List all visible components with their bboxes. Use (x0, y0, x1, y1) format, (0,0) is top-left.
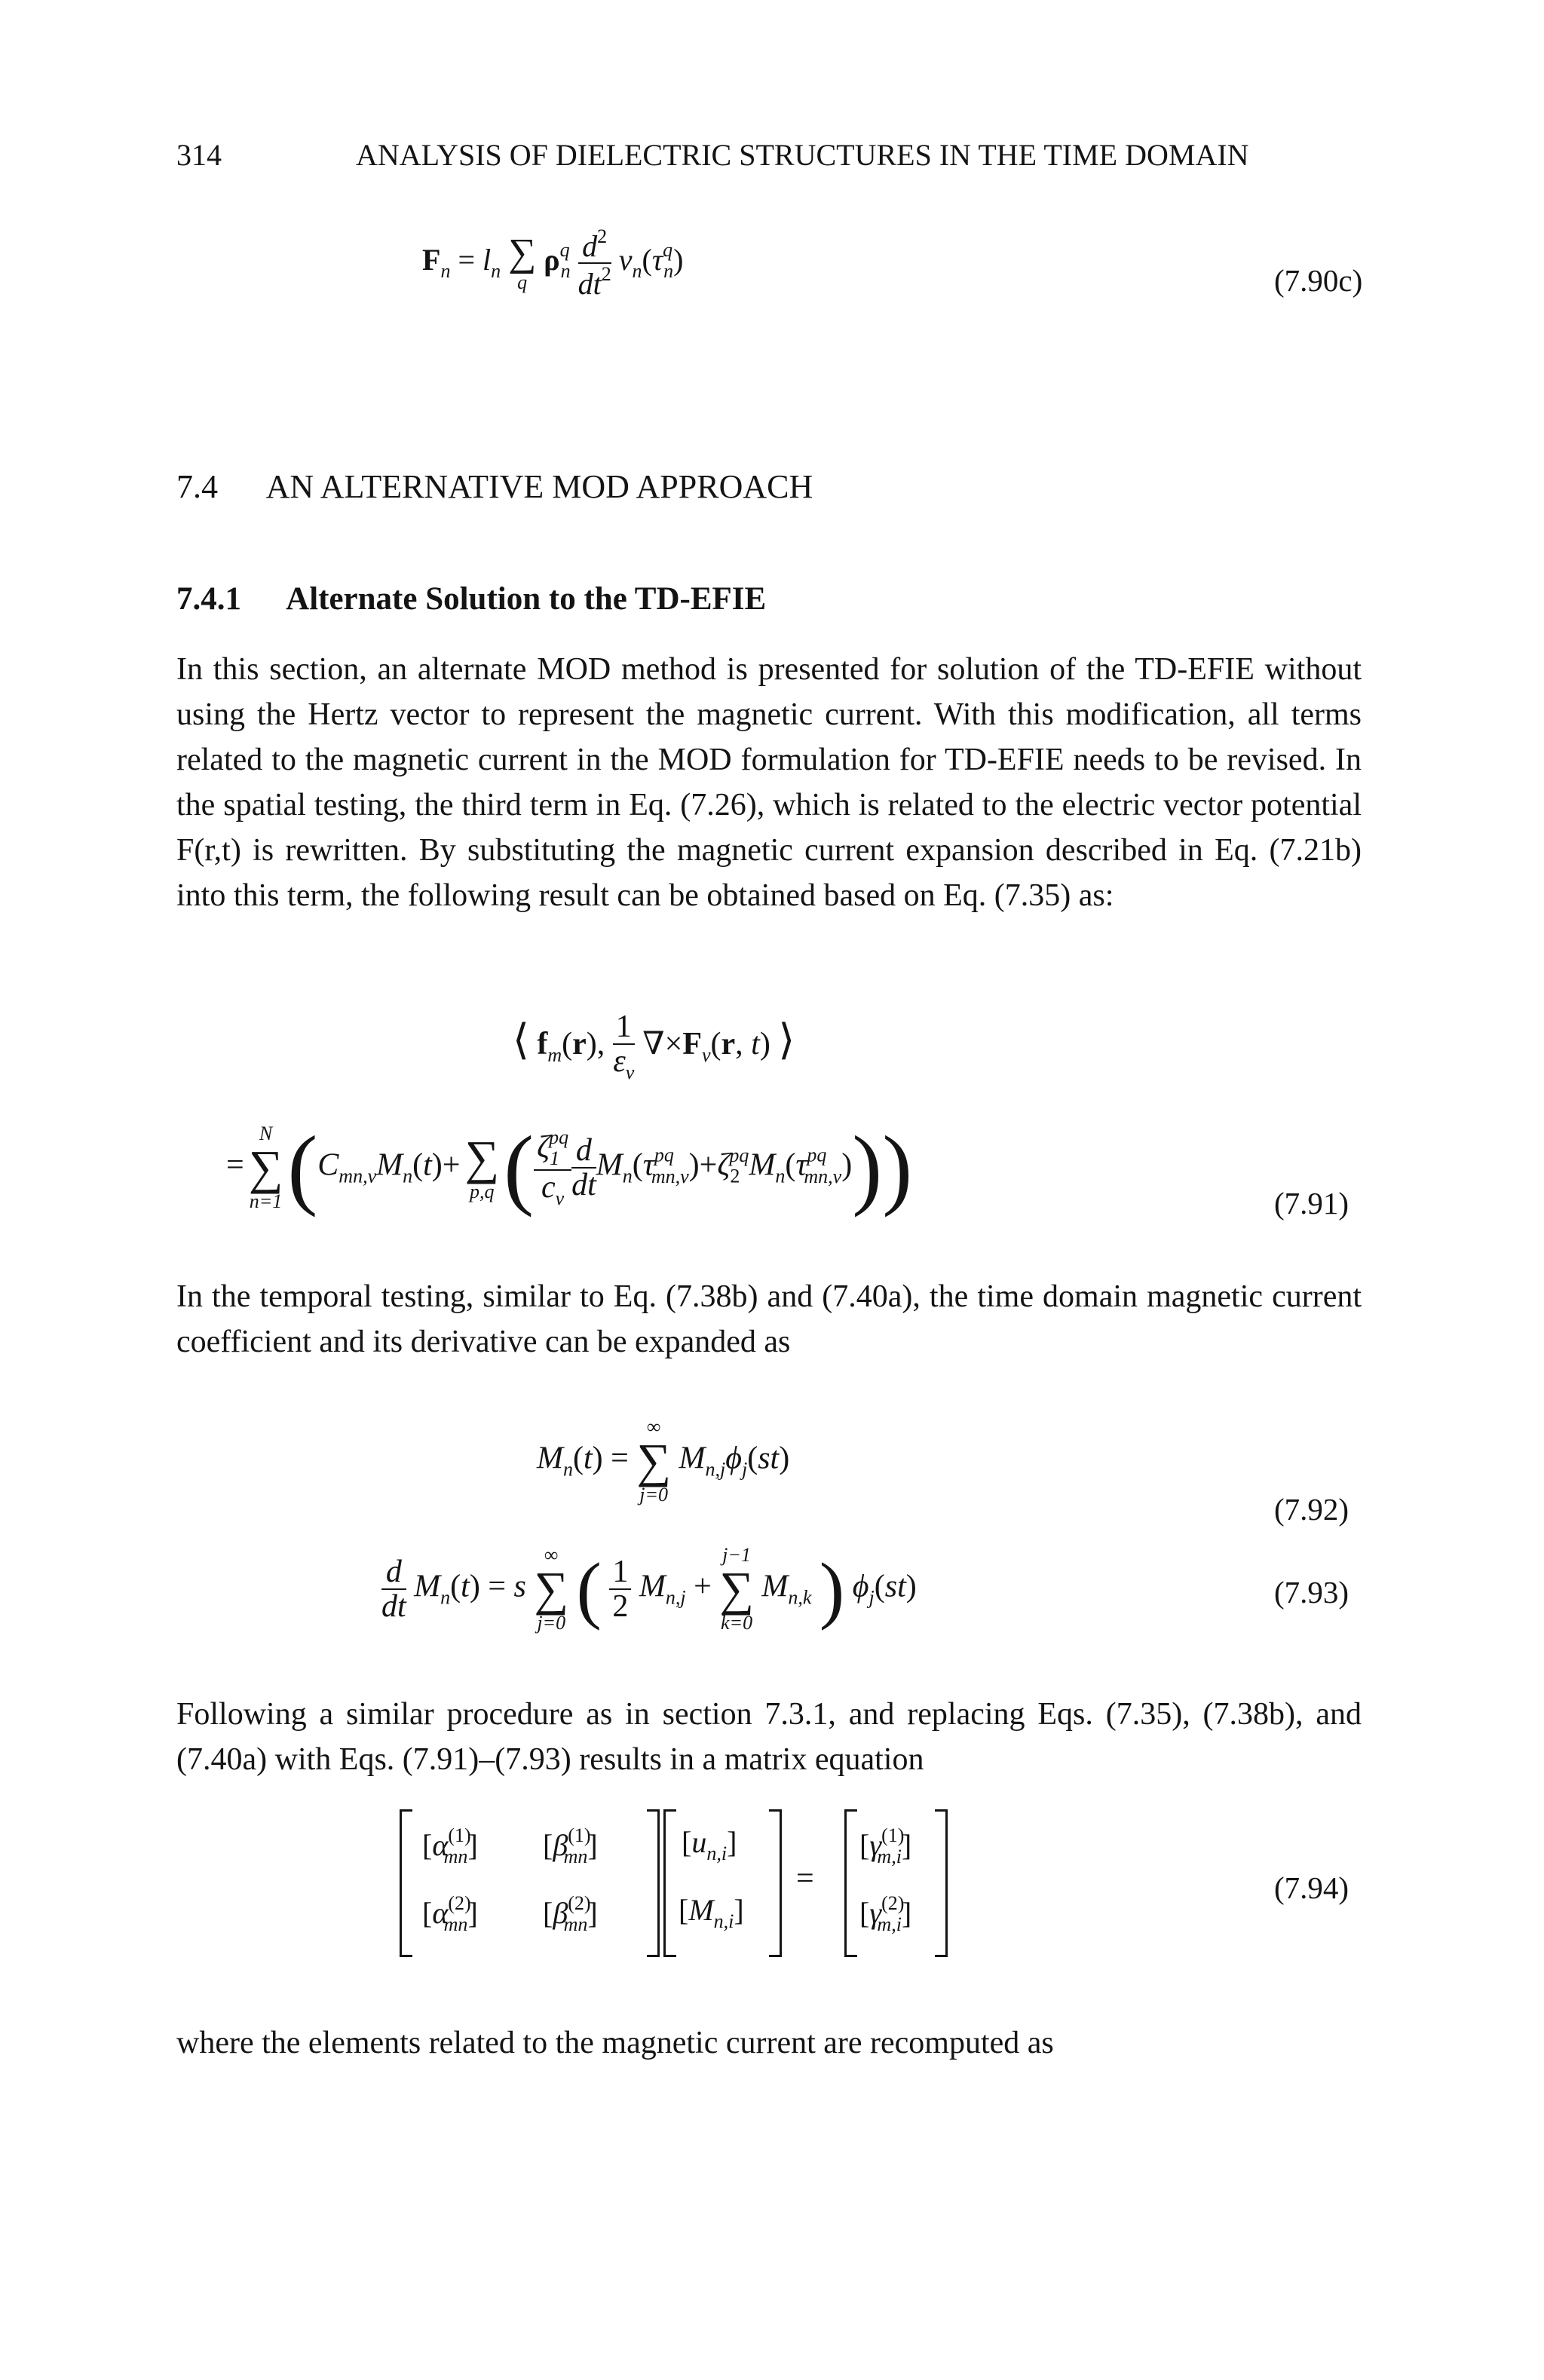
subsection-heading (176, 580, 766, 617)
equation-number: (7.93) (1274, 1575, 1349, 1610)
equation-7-90c: $F_n = l_n$ ∑ q $\rho^q_n$ $\frac{d^2}{dt^2}$ $v_n(\tau^q_n)$ (422, 225, 684, 301)
equation-number: (7.94) (1274, 1870, 1349, 1905)
equation-7-91-rhs: = N ∑ n=1 ($C_{mn,v}M_n(t)+$ ∑ p,q ( $\frac{\zeta_1^{pq}}{c_v}$ $\frac{d}{dt}$ $M_n(\tau^{pq}_{mn,v})+\zeta_2^{pq}M_n(\tau^{pq}_{mn,v})$)) (226, 1117, 913, 1218)
section-heading (176, 467, 813, 506)
subsection-title: Alternate Solution to the TD-EFIE (286, 581, 767, 617)
paragraph-procedure: Following a similar procedure as in section 7.3.1, and replacing Eqs. (7.35), (7.38b), and (7.40a) with Eqs. (7.91)–(7.93) results in a matrix equation (176, 1697, 1362, 1777)
equation-7-92: $M_n(t)$ = ∞ ∑ j=0 $M_{n,j}\phi_j(st)$ (537, 1416, 790, 1505)
equation-number: (7.92) (1274, 1492, 1349, 1527)
equation-7-94: $[\alpha^{(1)}_{mn}]$ $[\beta^{(1)}_{mn}]$ $[\alpha^{(2)}_{mn}]$ $[\beta^{(2)}_{mn}]$ $[u_{n,i}]$ $[M_{n,i}]$ = $[\gamma^{(1)}_{m,i}]$ $[\gamma^{(2)}_{m,i}]$ (0, 0, 1544, 2380)
equation-7-91-lhs: ⟨ $f_m(r)$, $\frac{1}{\varepsilon_v}$ $\nabla\times F_v(r$, t) ⟩ (513, 1009, 795, 1084)
equation-7-93: $\frac{d}{dt}$ $M_n(t) = s$ ∞ ∑ j=0 ( $\frac{1}{2}$ $M_{n,j}$ + j−1 ∑ k=0 $M_{n,k}$ ) $\phi_j(st)$ (381, 1544, 917, 1634)
equation-number: (7.91) (1274, 1186, 1349, 1221)
paragraph-closing: where the elements related to the magnetic current are recomputed as (176, 2026, 1054, 2060)
section-title: AN ALTERNATIVE MOD APPROACH (265, 468, 813, 505)
running-title: ANALYSIS OF DIELECTRIC STRUCTURES IN THE TIME DOMAIN (356, 138, 1249, 172)
paragraph-intro: In this section, an alternate MOD method is presented for solution of the TD-EFIE without using the Hertz vector to represent the magnetic current. With this modification, all terms related to the magnetic current in the MOD formulation for TD-EFIE needs to be revised. In the spatial testing, the third term in Eq. (7.26), which is related to the electric vector potential F(r,t) is rewritten. By substituting the magnetic current expansion described in Eq. (7.21b) into this term, the following result can be obtained based on Eq. (7.35) as: (176, 652, 1362, 913)
paragraph-temporal: In the temporal testing, similar to Eq. (7.38b) and (7.40a), the time domain magnetic current coefficient and its derivative can be expanded as (176, 1279, 1362, 1359)
section-number: 7.4 (176, 468, 218, 505)
page-number: 314 (176, 138, 222, 172)
subsection-number: 7.4.1 (176, 581, 241, 617)
equation-number: (7.90c) (1274, 263, 1363, 298)
